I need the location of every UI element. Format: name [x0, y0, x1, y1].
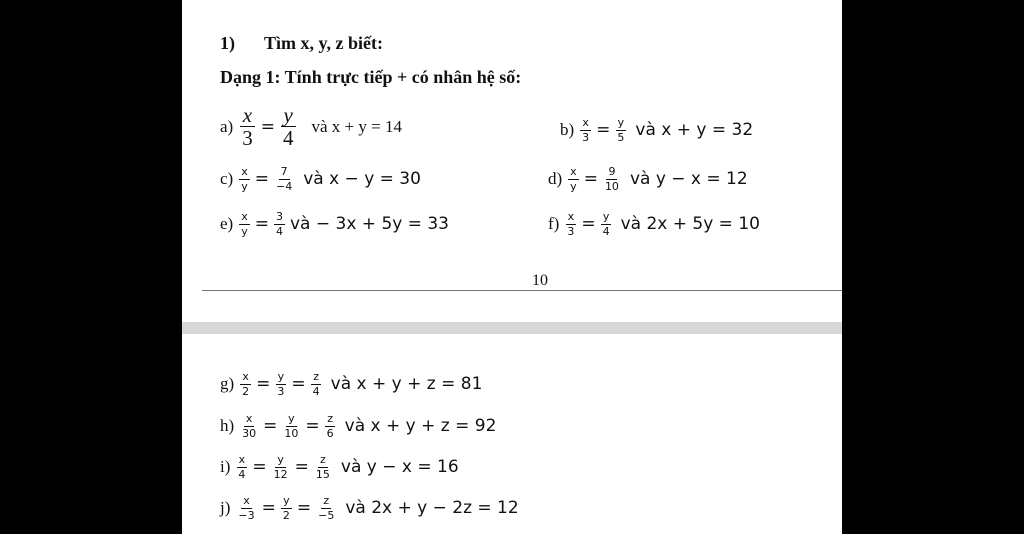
- numerator: x: [567, 210, 575, 223]
- exercise-e: [220, 211, 449, 237]
- equals-sign: =: [260, 116, 275, 137]
- problem-number: 1): [220, 33, 235, 53]
- page-divider: [202, 290, 842, 291]
- numerator: z: [320, 453, 326, 466]
- numerator: x: [241, 210, 248, 223]
- equals-sign: =: [261, 498, 276, 519]
- fraction: [236, 495, 256, 521]
- fraction: [272, 454, 290, 480]
- exercise-label: g): [220, 374, 235, 394]
- condition: và x + y = 14: [311, 116, 402, 136]
- equals-sign: =: [596, 120, 611, 141]
- denominator: 2: [242, 384, 250, 398]
- numerator: x: [242, 370, 249, 383]
- exercise-label: a): [220, 116, 234, 136]
- denominator: 4: [602, 224, 610, 238]
- numerator: z: [323, 494, 330, 507]
- fraction: [239, 166, 250, 192]
- equals-sign: =: [254, 169, 269, 190]
- equals-sign: =: [263, 416, 278, 437]
- numerator: x: [570, 165, 577, 178]
- page-number: 10: [532, 272, 548, 289]
- exercise-g: [220, 371, 482, 397]
- fraction: [240, 413, 258, 439]
- exercise-label: c): [220, 169, 234, 189]
- denominator: 3: [277, 384, 285, 398]
- fraction: [236, 454, 247, 480]
- exercise-c: [220, 166, 421, 192]
- numerator: y: [602, 210, 610, 223]
- exercise-label: b): [560, 120, 575, 140]
- numerator: 7: [280, 165, 288, 178]
- equals-sign: =: [296, 498, 312, 519]
- equals-sign: =: [254, 214, 269, 235]
- condition: và 2x + 5y = 10: [620, 214, 760, 235]
- denominator: 3: [567, 224, 575, 238]
- exercise-d: [548, 166, 748, 192]
- equals-sign: =: [305, 416, 320, 437]
- denominator: 15: [315, 467, 330, 481]
- denominator: 2: [282, 508, 290, 522]
- denominator: 10: [604, 179, 619, 193]
- exercise-a: [220, 104, 402, 149]
- fraction: [274, 211, 285, 237]
- fraction: [274, 166, 294, 192]
- denominator: y: [570, 179, 577, 193]
- exercise-label: f): [548, 214, 560, 234]
- fraction: [565, 211, 576, 237]
- exercise-label: j): [220, 498, 231, 518]
- fraction: [325, 413, 336, 439]
- numerator: y: [277, 370, 285, 383]
- equals-sign: =: [581, 214, 596, 235]
- fraction: [281, 495, 292, 521]
- condition: và x + y = 32: [635, 120, 754, 141]
- exercise-h: [220, 413, 496, 439]
- denominator: −4: [275, 179, 293, 193]
- numerator: x: [240, 104, 255, 127]
- numerator: 3: [275, 210, 283, 223]
- denominator: 6: [326, 426, 334, 440]
- numerator: y: [288, 412, 295, 425]
- fraction: [240, 371, 251, 397]
- exercise-i: [220, 454, 459, 480]
- condition: và − 3x + 5y = 33: [289, 214, 450, 235]
- condition: và 2x + y − 2z = 12: [345, 498, 519, 519]
- fraction: [282, 413, 300, 439]
- fraction: [239, 211, 250, 237]
- denominator: 3: [242, 126, 253, 151]
- numerator: x: [582, 116, 589, 129]
- denominator: −3: [238, 508, 255, 522]
- section-subtitle: Dạng 1: Tính trực tiếp + có nhân hệ số:: [220, 67, 522, 87]
- denominator: 3: [582, 130, 590, 144]
- condition: và x − y = 30: [303, 169, 421, 190]
- denominator: 5: [617, 130, 625, 144]
- numerator: z: [327, 412, 334, 425]
- numerator: y: [277, 453, 284, 466]
- fraction: [280, 104, 297, 149]
- exercise-label: d): [548, 169, 563, 189]
- equals-sign: =: [294, 457, 309, 478]
- condition: và y − x = 16: [340, 457, 459, 478]
- denominator: 4: [282, 126, 294, 151]
- condition: và y − x = 12: [629, 169, 748, 190]
- fraction: [615, 117, 626, 143]
- exercise-label: i): [220, 457, 231, 477]
- numerator: y: [283, 494, 290, 507]
- denominator: 12: [273, 467, 288, 481]
- denominator: 4: [312, 384, 320, 398]
- denominator: 4: [238, 467, 246, 481]
- denominator: y: [241, 179, 248, 193]
- exercise-label: e): [220, 214, 234, 234]
- fraction: [603, 166, 621, 192]
- numerator: z: [313, 370, 320, 383]
- page-gap: [182, 322, 842, 334]
- condition: và x + y + z = 92: [344, 416, 497, 437]
- equals-sign: =: [583, 169, 598, 190]
- exercise-label: h): [220, 416, 235, 436]
- denominator: y: [241, 224, 248, 238]
- numerator: 9: [608, 165, 616, 178]
- numerator: x: [241, 165, 248, 178]
- condition: và x + y + z = 81: [330, 374, 483, 395]
- problem-title: Tìm x, y, z biết:: [264, 33, 383, 53]
- fraction: [601, 211, 612, 237]
- fraction: [580, 117, 591, 143]
- numerator: x: [243, 494, 250, 507]
- exercise-f: [548, 211, 760, 237]
- fraction: [275, 371, 286, 397]
- numerator: x: [245, 412, 253, 425]
- exercise-j: [220, 495, 519, 521]
- fraction: [316, 495, 336, 521]
- numerator: x: [238, 453, 246, 466]
- denominator: 30: [242, 426, 257, 440]
- denominator: −5: [318, 508, 335, 522]
- numerator: y: [281, 104, 296, 127]
- fraction: [314, 454, 332, 480]
- fraction: [568, 166, 579, 192]
- numerator: y: [617, 116, 625, 129]
- exercise-b: [560, 117, 753, 143]
- denominator: 10: [284, 426, 299, 440]
- fraction: [239, 104, 256, 149]
- equals-sign: =: [291, 374, 306, 395]
- denominator: 4: [275, 224, 283, 238]
- fraction: [311, 371, 322, 397]
- equals-sign: =: [256, 374, 271, 395]
- equals-sign: =: [252, 457, 267, 478]
